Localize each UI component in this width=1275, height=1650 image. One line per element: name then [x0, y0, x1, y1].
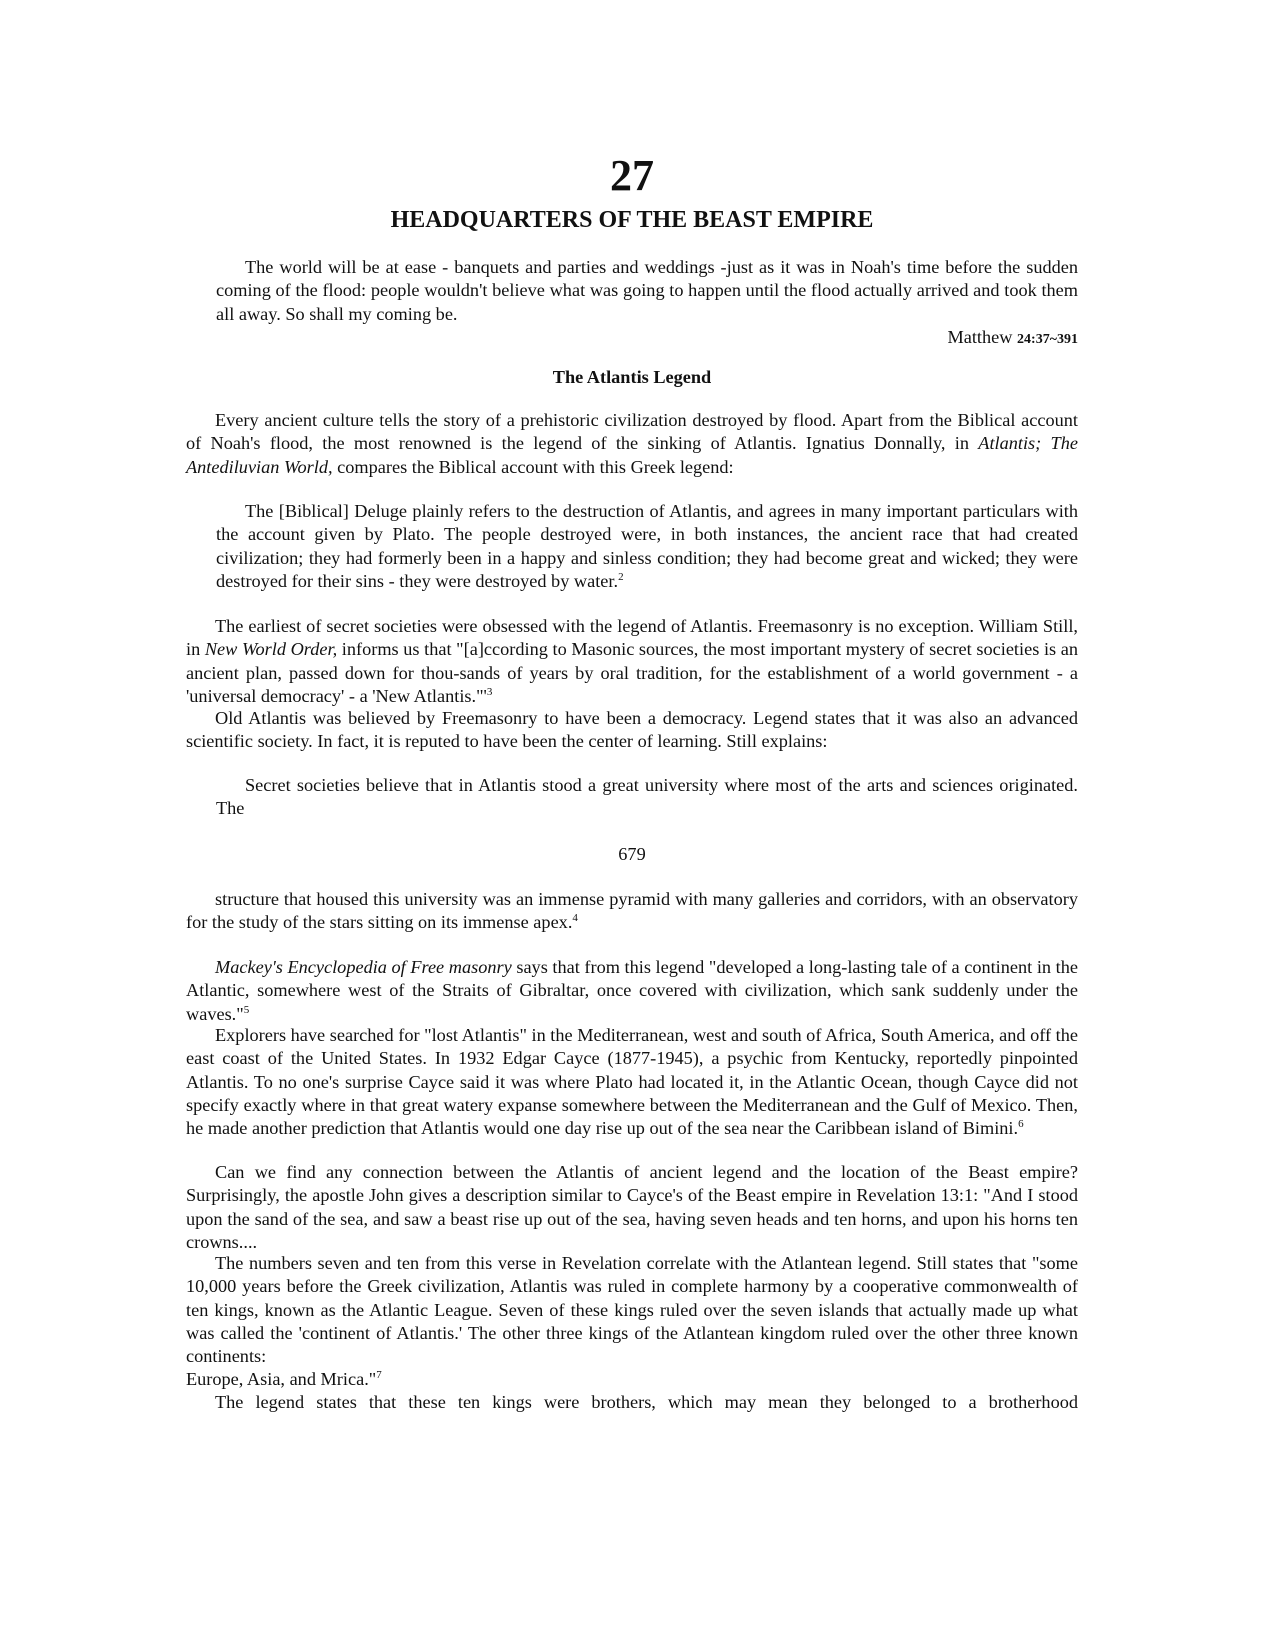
paragraph-5 — [186, 1024, 1078, 1140]
paragraph-3: Old Atlantis was believed by Freemasonry to have been a democracy. Legend states that it was also an advanced scientific society. In fact, it is reputed to have been the center of learning. Still explains: — [186, 708, 1078, 752]
paragraph-8: The legend states that these ten kings were brothers, which may mean they belonged to a brotherhood — [215, 1392, 1078, 1412]
paragraph-2-text-end: informs us that "[a]ccording to Masonic sources, the most important mystery of secret societies is an ancient plan, passed down for thou-sands of years by oral tradition, for the establishment of a world government - a 'universal democracy' - a 'New Atlantis."' — [186, 639, 1079, 706]
epigraph-source-ref: 24:37~391 — [1017, 332, 1078, 347]
paragraph-1-text: Every ancient culture tells the story of a prehistoric civilization destroyed by flood. Apart from the Biblical account of Noah's flood, the most renowned is the legend of the sinking of Atlantis. Ignatius Donnally, in — [186, 410, 1078, 454]
section-heading: The Atlantis Legend — [552, 367, 712, 387]
paragraph-4-text: says that from this legend "developed a long-lasting tale of a continent in the Atlantic, somewhere west of the Straits of Gibraltar, once covered with civilization, which sank suddenly under the waves." — [186, 957, 1078, 1024]
chapter-number: 27 — [610, 151, 654, 200]
page-number: 679 — [618, 844, 646, 864]
paragraph-1-book-title: Atlantis; The Antediluvian World, — [186, 433, 1078, 477]
paragraph-2-text: The earliest of secret societies were obsessed with the legend of Atlantis. Freemasonry is no exception. William Still, in — [186, 616, 1078, 660]
block-quote-1-text: The [Biblical] Deluge plainly refers to the destruction of Atlantis, and agrees in many important particulars with the account given by Plato. The people destroyed were, in both instances, the ancient race that had created civilization; they had formerly been in a happy and sinless condition; they had become great and wicked; they were destroyed for their sins - they were destroyed by water. — [216, 501, 1078, 591]
paragraph-7-last-line-text: Europe, Asia, and Mrica." — [186, 1369, 377, 1389]
paragraph-2-book-title: New World Order, — [204, 639, 338, 660]
footnote-marker: 6 — [1018, 1118, 1024, 1131]
paragraph-4-book-title: Mackey's Encyclopedia of Free masonry — [215, 957, 512, 977]
quote-continuation-text: structure that housed this university was an immense pyramid with many galleries and corridors, with an observatory for the study of the stars sitting on its immense apex. — [186, 889, 1078, 933]
paragraph-1 — [186, 409, 1078, 479]
epigraph-text: The world will be at ease - banquets and parties and weddings -just as it was in Noah's time before the sudden coming of the flood: people wouldn't believe what was going to happen until the flood actually arrived and took them all away. So shall my coming be. — [216, 257, 1078, 324]
paragraph-4 — [186, 956, 1078, 1026]
footnote-marker: 2 — [618, 570, 624, 583]
paragraph-1-text-end: compares the Biblical account with this Greek legend: — [332, 456, 734, 477]
quote-continuation — [186, 888, 1078, 935]
footnote-marker: 3 — [486, 685, 493, 698]
footnote-marker: 4 — [572, 912, 578, 925]
epigraph-source-book: Matthew — [947, 327, 1013, 347]
block-quote-1 — [216, 500, 1078, 593]
paragraph-7: The numbers seven and ten from this verse in Revelation correlate with the Atlantean legend. Still states that "some 10,000 years before the Greek civilization, Atlantis was ruled in complete harmony by a cooperative commonwealth of ten kings, known as the Atlantic League. Seven of these kings ruled over the seven islands that actually made up what was called the 'continent of Atlantis.' The other three kings of the Atlantean kingdom ruled over the other three known continents: — [186, 1253, 1078, 1367]
footnote-marker: 7 — [376, 1368, 382, 1381]
epigraph-source — [947, 326, 1078, 351]
paragraph-2 — [186, 615, 1078, 708]
paragraph-5-text: Explorers have searched for "lost Atlantis" in the Mediterranean, west and south of Africa, South America, and off the east coast of the United States. In 1932 Edgar Cayce (1877-1945), a psychic from Kentucky, reportedly pinpointed Atlantis. To no one's surprise Cayce said it was where Plato had located it, in the Atlantic Ocean, though Cayce did not specify exactly where in that great watery expanse somewhere between the Mediterranean and the Gulf of Mexico. Then, he made another prediction that Atlantis would one day rise up out of the sea near the Caribbean island of Bimini. — [186, 1025, 1078, 1139]
block-quote-2: Secret societies believe that in Atlantis stood a great university where most of the arts and sciences originated. The — [216, 775, 1078, 819]
paragraph-6: Can we find any connection between the Atlantis of ancient legend and the location of the Beast empire? Surprisingly, the apostle John gives a description similar to Cayce's of the Beast empire in Revelation 13:1: "And I stood upon the sand of the sea, and saw a beast rise up out of the sea, having seven heads and ten horns, and upon his horns ten crowns.... — [186, 1162, 1078, 1252]
paragraph-7-last-line — [186, 1368, 1078, 1391]
footnote-marker: 5 — [243, 1003, 250, 1016]
chapter-title: HEADQUARTERS OF THE BEAST EMPIRE — [390, 207, 874, 233]
